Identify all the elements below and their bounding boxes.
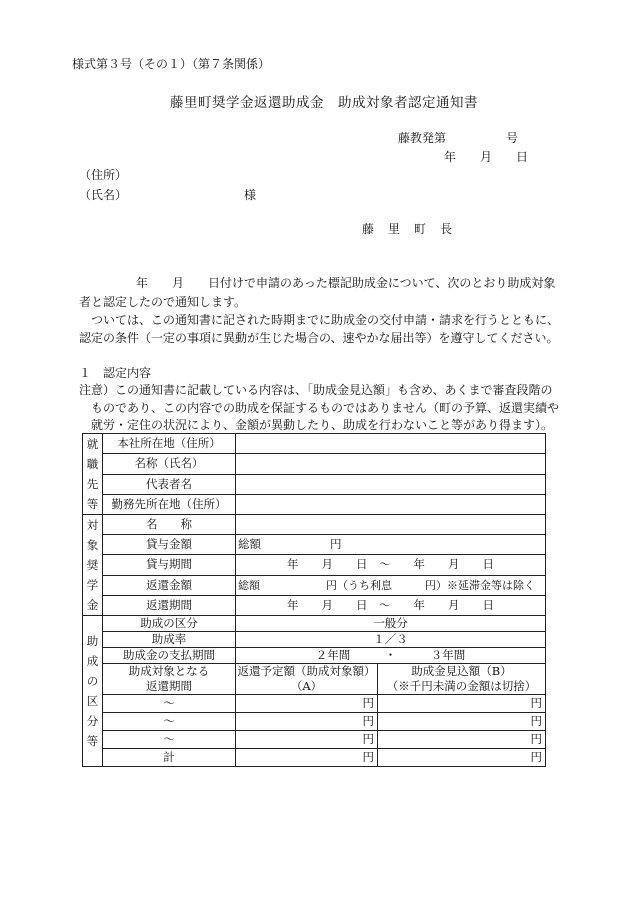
table-row (83, 616, 546, 632)
scholarship-group-label: 対 象 奨 学 金 (83, 515, 103, 616)
total-estimate-cell: 円 (378, 749, 546, 767)
table-row (83, 454, 546, 474)
certification-table (82, 433, 546, 767)
table-row (83, 664, 546, 680)
workplace-address-field (236, 494, 546, 514)
name-label: （氏名） (79, 188, 128, 202)
issue-number: 藤教発第 号 (398, 131, 519, 145)
subsidy-rate-value: １／３ (236, 632, 546, 648)
planned-amount-cell: 円 (236, 731, 378, 749)
address-label: （住所） (79, 168, 128, 182)
table-row (83, 679, 546, 695)
company-name-field (236, 454, 546, 474)
loan-period-label: 貸与期間 (103, 555, 236, 575)
subsidy-group-label: 助 成 の 区 分 等 (83, 616, 103, 767)
payment-period-label: 助成金の支払期間 (103, 648, 236, 664)
note-line-2: ものであり、この内容での助成を保証するものではありません（町の予算、返還実績や (91, 401, 560, 415)
table-row (83, 731, 546, 749)
table-row (83, 749, 546, 767)
loan-period-value: 年 月 日 ～ 年 月 日 (236, 555, 546, 575)
period-cell: ～ (103, 731, 236, 749)
repay-period-value: 年 月 日 ～ 年 月 日 (236, 595, 546, 615)
scholarship-name-label: 名 称 (103, 515, 236, 535)
estimate-amount-cell: 円 (378, 713, 546, 731)
subsidy-rate-label: 助成率 (103, 632, 236, 648)
table-row (83, 515, 546, 535)
table-row (83, 713, 546, 731)
repay-period-label: 返還期間 (103, 595, 236, 615)
estimate-amount-cell: 円 (378, 731, 546, 749)
period-cell: ～ (103, 713, 236, 731)
body-line-3: ついては、この通知書に記された時期までに助成金の交付申請・請求を行うとともに、 (91, 313, 560, 327)
body-line-4: 認定の条件（一定の事項に異動が生じた場合の、速やかな届出等）を遵守してください。 (79, 331, 559, 345)
total-planned-cell: 円 (236, 749, 378, 767)
table-row (83, 595, 546, 615)
table-row (83, 632, 546, 648)
column-header-estimate-sub: （※千円未満の金額は切捨） (378, 679, 546, 695)
period-cell: ～ (103, 695, 236, 713)
section-heading: １ 認定内容 (79, 366, 152, 380)
table-row (83, 434, 546, 454)
table-row (83, 575, 546, 595)
note-line-1: 注意）この通知書に記載している内容は、「助成金見込額」も含め、あくまで審査段階の (79, 383, 553, 397)
form-number: 様式第３号（その１）（第７条関係） (72, 57, 271, 71)
body-line-1: 年 月 日付けで申請のあった標記助成金について、次のとおり助成対象 (136, 276, 556, 290)
hq-address-field (236, 434, 546, 454)
issuer: 藤 里 町 長 (362, 222, 454, 236)
repay-amount-label: 返還金額 (103, 575, 236, 595)
scholarship-name-field (236, 515, 546, 535)
note-line-3: 就労・定住の状況により、金額が異動したり、助成を行わないこと等があり得ます）。 (91, 418, 554, 432)
workplace-address-label: 勤務先所在地（住所） (103, 494, 236, 514)
loan-amount-label: 貸与金額 (103, 535, 236, 555)
total-label: 計 (103, 749, 236, 767)
company-name-label: 名称（氏名） (103, 454, 236, 474)
planned-amount-cell: 円 (236, 713, 378, 731)
payment-period-value: ２年間 ・ ３年間 (236, 648, 546, 664)
representative-field (236, 474, 546, 494)
document-title: 藤里町奨学金返還助成金 助成対象者認定通知書 (170, 95, 478, 111)
table-row (83, 474, 546, 494)
table-row (83, 648, 546, 664)
table-row (83, 555, 546, 575)
hq-address-label: 本社所在地（住所） (103, 434, 236, 454)
estimate-amount-cell: 円 (378, 695, 546, 713)
column-header-estimate: 助成金見込額（B） (378, 664, 546, 680)
column-header-period: 助成対象となる (103, 664, 236, 680)
repay-amount-value: 総額 円（うち利息 円）※延滞金等は除く (236, 575, 546, 595)
subsidy-category-label: 助成の区分 (103, 616, 236, 632)
table-row (83, 535, 546, 555)
body-line-2: 者と認定したので通知します。 (79, 295, 247, 309)
table-row (83, 695, 546, 713)
planned-amount-cell: 円 (236, 695, 378, 713)
honorific: 様 (244, 188, 257, 202)
subsidy-category-value: 一般分 (236, 616, 546, 632)
representative-label: 代表者名 (103, 474, 236, 494)
column-header-planned: 返還予定額（助成対象額） (237, 664, 376, 678)
column-header-period-sub: 返還期間 (103, 679, 236, 695)
column-header-planned-sub: （A） (236, 679, 378, 695)
employment-group-label: 就 職 先 等 (83, 434, 103, 515)
loan-amount-value: 総額 円 (236, 535, 546, 555)
issue-date: 年 月 日 (444, 150, 529, 164)
table-row (83, 494, 546, 514)
